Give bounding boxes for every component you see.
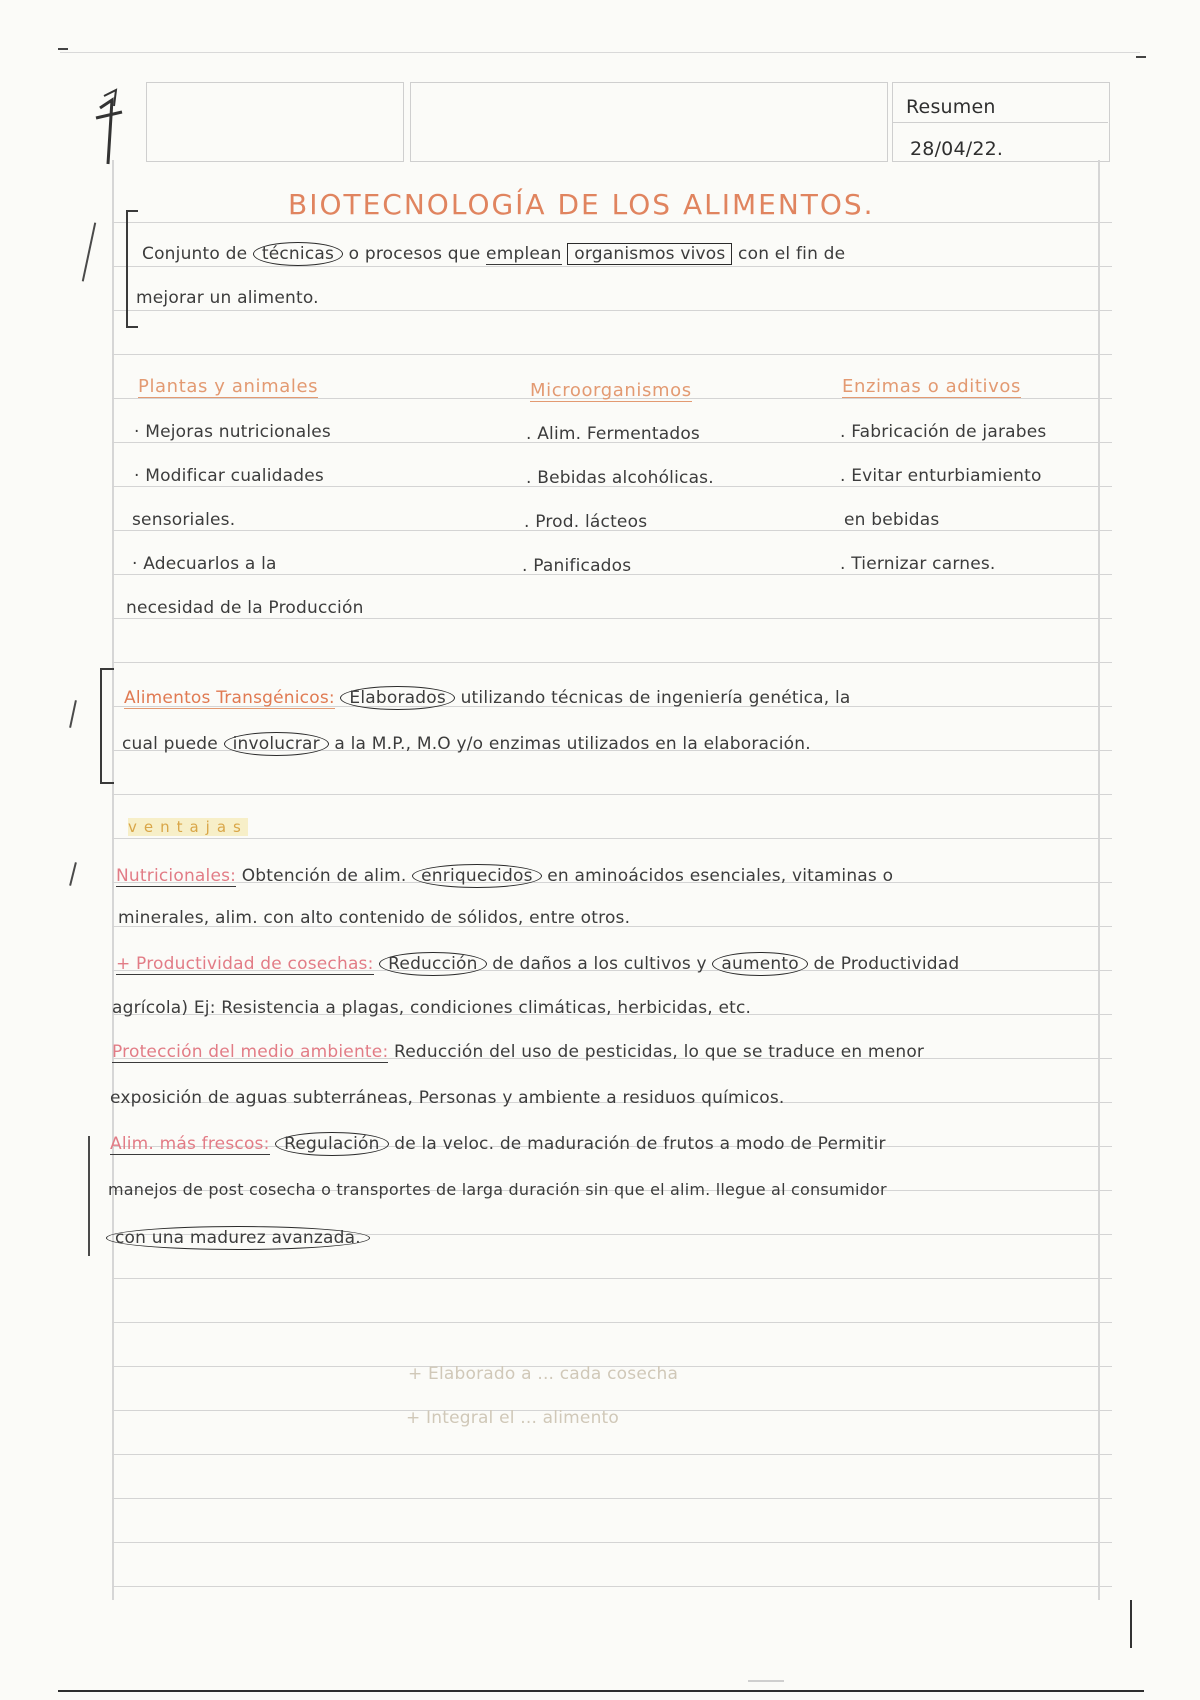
advantage-text: de Productividad xyxy=(813,954,960,974)
underlined-word: emplean xyxy=(486,244,562,264)
advantage-environment-line-2: exposición de aguas subterráneas, Personas y ambiente a residuos químicos. xyxy=(110,1088,785,1108)
definition-text: o procesos que xyxy=(348,244,481,264)
advantage-productivity-line-2: agrícola) Ej: Resistencia a plagas, condiciones climáticas, herbicidas, etc. xyxy=(112,998,752,1018)
ruled-line xyxy=(112,354,1112,355)
column-heading-plants: Plantas y animales xyxy=(138,376,319,397)
definition-bracket xyxy=(126,210,138,328)
faint-note: + Elaborado a ... cada cosecha xyxy=(408,1364,679,1384)
header-box-name xyxy=(146,82,404,162)
definition-text: con el fin de xyxy=(738,244,846,264)
ruled-line xyxy=(112,310,1112,311)
transgenic-text: cual puede xyxy=(122,734,218,754)
header-date: 28/04/22. xyxy=(910,138,1004,160)
definition-line-2: mejorar un alimento. xyxy=(136,288,319,308)
header-box-subject xyxy=(410,82,888,162)
advantage-label: Alim. más frescos: xyxy=(110,1134,270,1154)
definition-line-1 xyxy=(142,244,845,264)
column-item: · Modificar cualidades xyxy=(134,466,324,486)
circled-word: enriquecidos xyxy=(412,864,542,888)
advantage-text: Obtención de alim. xyxy=(241,866,407,886)
header-label: Resumen xyxy=(906,96,996,118)
advantage-nutritional-line-2: minerales, alim. con alto contenido de sólidos, entre otros. xyxy=(118,908,631,928)
transgenic-line-1 xyxy=(124,688,851,708)
column-item: sensoriales. xyxy=(132,510,236,530)
circled-word: técnicas xyxy=(253,242,343,266)
definition-text: Conjunto de xyxy=(142,244,248,264)
column-item: . Tiernizar carnes. xyxy=(840,554,996,574)
footer-dash xyxy=(748,1680,784,1682)
ruled-line xyxy=(112,838,1112,839)
advantage-label: Nutricionales: xyxy=(116,866,237,886)
column-item: . Evitar enturbiamiento xyxy=(840,466,1042,486)
column-item: . Prod. lácteos xyxy=(524,512,648,532)
column-item: · Adecuarlos a la xyxy=(132,554,277,574)
advantage-text: Reducción del uso de pesticidas, lo que se traduce en menor xyxy=(394,1042,925,1062)
ruled-line xyxy=(112,618,1112,619)
column-item: necesidad de la Producción xyxy=(126,598,364,618)
ruled-line xyxy=(112,1586,1112,1587)
advantage-label: + Productividad de cosechas: xyxy=(116,954,374,974)
advantage-label: Protección del medio ambiente: xyxy=(112,1042,389,1062)
margin-stroke xyxy=(88,1136,90,1256)
page-top-edge xyxy=(60,52,1140,53)
circled-word: aumento xyxy=(712,952,807,976)
corner-mark-left xyxy=(58,48,68,50)
advantage-fresh-line-3 xyxy=(106,1228,370,1248)
transgenic-text: utilizando técnicas de ingeniería genética, la xyxy=(460,688,851,708)
circled-word: Reducción xyxy=(379,952,486,976)
margin-check-mark xyxy=(69,862,77,886)
transgenic-text: a la M.P., M.O y/o enzimas utilizados en la elaboración. xyxy=(334,734,811,754)
column-heading-enzymes: Enzimas o aditivos xyxy=(842,376,1021,397)
margin-line-right xyxy=(1098,160,1100,1600)
ruled-line xyxy=(112,1542,1112,1543)
column-item: en bebidas xyxy=(844,510,940,530)
page-edge-mark xyxy=(1130,1600,1132,1648)
corner-mark-right xyxy=(1136,56,1146,58)
ruled-line xyxy=(112,222,1112,223)
transgenic-term: Alimentos Transgénicos: xyxy=(124,688,335,708)
ruled-line xyxy=(112,266,1112,267)
advantage-fresh-line-2: manejos de post cosecha o transportes de larga duración sin que el alim. llegue al consumidor xyxy=(108,1180,887,1199)
circled-word: involucrar xyxy=(224,732,329,756)
ruled-line xyxy=(112,1322,1112,1323)
ruled-line xyxy=(112,1454,1112,1455)
ruled-line xyxy=(112,794,1112,795)
column-item: . Bebidas alcohólicas. xyxy=(526,468,714,488)
advantage-productivity-line-1 xyxy=(116,954,959,974)
advantage-text: en aminoácidos esenciales, vitaminas o xyxy=(547,866,894,886)
ruled-line xyxy=(112,1498,1112,1499)
column-item: . Alim. Fermentados xyxy=(526,424,700,444)
advantage-nutritional-line-1 xyxy=(116,866,893,886)
circled-phrase: con una madurez avanzada. xyxy=(106,1226,370,1250)
column-item: . Fabricación de jarabes xyxy=(840,422,1047,442)
column-heading-microorganisms: Microorganismos xyxy=(530,380,692,401)
header-divider xyxy=(892,122,1108,123)
circled-word: Elaborados xyxy=(340,686,455,710)
margin-check-mark xyxy=(69,700,77,728)
column-item: · Mejoras nutricionales xyxy=(134,422,331,442)
ruled-line xyxy=(112,1278,1112,1279)
page-bottom-edge xyxy=(58,1690,1144,1692)
faint-note: + Integral el ... alimento xyxy=(406,1408,620,1428)
advantage-text: de daños a los cultivos y xyxy=(492,954,707,974)
advantage-text: de la veloc. de maduración de frutos a modo de Permitir xyxy=(394,1134,886,1154)
page-title: BIOTECNOLOGÍA DE LOS ALIMENTOS. xyxy=(288,188,875,221)
circled-word: Regulación xyxy=(275,1132,388,1156)
column-item: . Panificados xyxy=(522,556,632,576)
margin-line-left xyxy=(112,160,114,1600)
margin-check-mark xyxy=(82,222,96,281)
boxed-word: organismos vivos xyxy=(567,243,732,265)
transgenic-line-2 xyxy=(122,734,811,754)
advantage-environment-line-1 xyxy=(112,1042,924,1062)
advantage-fresh-line-1 xyxy=(110,1134,886,1154)
transgenic-bracket xyxy=(100,668,114,784)
ruled-line xyxy=(112,662,1112,663)
advantages-heading: ventajas xyxy=(128,818,248,836)
